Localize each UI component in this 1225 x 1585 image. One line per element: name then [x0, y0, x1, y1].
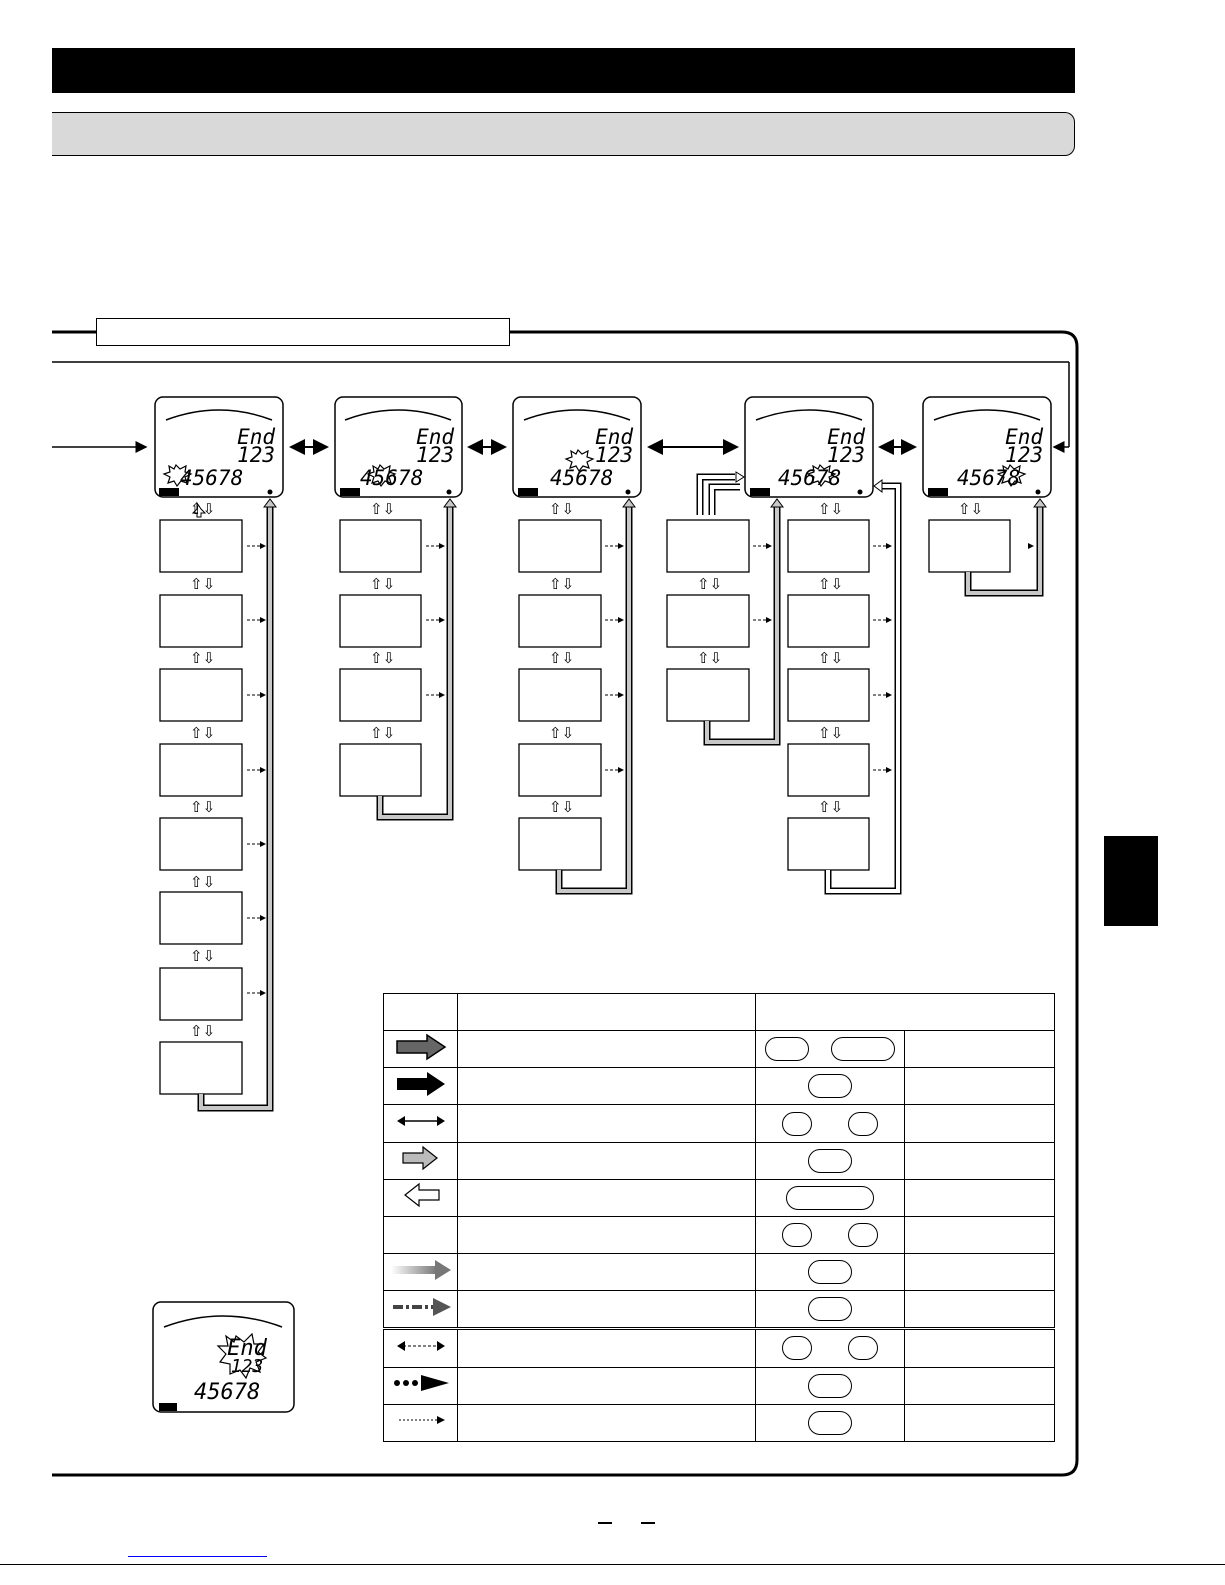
legend-keys	[756, 1031, 905, 1068]
lcd-3-text	[573, 425, 633, 467]
page-number-dash-left	[598, 1522, 612, 1524]
white-block-arrow-left-icon	[384, 1179, 458, 1216]
legend-row	[384, 1068, 1055, 1105]
lcd-line-45678: 45678	[194, 1380, 261, 1405]
panel-label-box	[96, 318, 510, 346]
legend-row	[384, 1254, 1055, 1291]
legend-desc	[458, 1404, 756, 1441]
lcd-1-text	[215, 425, 275, 467]
up-down-icon: ⇧⇩	[549, 725, 575, 742]
legend-header-row	[384, 994, 1055, 1031]
up-down-icon: ⇧⇩	[958, 501, 984, 518]
legend-desc	[458, 1291, 756, 1329]
legend-note	[905, 1031, 1055, 1068]
lcd-line-123: 123	[595, 443, 633, 467]
up-down-icon: ⇧⇩	[549, 650, 575, 667]
lcd-line-123: 123	[230, 1356, 264, 1377]
lcd-line-45678: 45678	[360, 466, 424, 490]
legend-header-cell	[756, 994, 1055, 1031]
lcd-6-text	[222, 1336, 272, 1377]
legend-desc	[458, 1142, 756, 1179]
menu-column-4a	[667, 520, 749, 721]
legend-keys	[756, 1329, 905, 1367]
up-down-icon: ⇧⇩	[818, 725, 844, 742]
lcd-5-text	[983, 425, 1043, 467]
legend-note	[905, 1404, 1055, 1441]
legend-row	[384, 1216, 1055, 1253]
up-down-icon: ⇧⇩	[190, 799, 216, 816]
lcd-line-45678: 45678	[957, 466, 1021, 490]
legend-desc	[458, 1105, 756, 1142]
legend-symbol-empty	[384, 1216, 458, 1253]
up-down-icon: ⇧⇩	[818, 650, 844, 667]
legend-note	[905, 1068, 1055, 1105]
lcd-line-45678: 45678	[550, 466, 614, 490]
up-down-icon: ⇧⇩	[697, 576, 723, 593]
lcd-line-123: 123	[237, 443, 275, 467]
menu-column-5	[929, 520, 1010, 572]
up-down-icon: ⇧⇩	[190, 725, 216, 742]
legend-row	[384, 1142, 1055, 1179]
legend-note	[905, 1367, 1055, 1404]
legend-desc	[458, 1329, 756, 1367]
dark-gray-block-arrow-icon	[384, 1031, 458, 1068]
up-down-icon: ⇧⇩	[370, 725, 396, 742]
legend-row	[384, 1179, 1055, 1216]
legend-desc	[458, 1031, 756, 1068]
double-headed-arrow-icon	[384, 1105, 458, 1142]
legend-row	[384, 1404, 1055, 1441]
footer-link[interactable]	[128, 1556, 267, 1557]
legend-note	[905, 1142, 1055, 1179]
legend-desc	[458, 1254, 756, 1291]
legend-keys	[756, 1254, 905, 1291]
legend-row	[384, 1367, 1055, 1404]
lcd-line-end: End	[237, 425, 275, 449]
legend-header-cell	[384, 994, 458, 1031]
up-down-icon: ⇧⇩	[190, 576, 216, 593]
lcd-line-end: End	[416, 425, 454, 449]
legend-header-cell	[458, 994, 756, 1031]
legend-row	[384, 1329, 1055, 1367]
legend-note	[905, 1179, 1055, 1216]
legend-row	[384, 1291, 1055, 1329]
lcd-line-45678: 45678	[180, 466, 244, 490]
legend-keys	[756, 1179, 905, 1216]
menu-column-2	[340, 520, 421, 796]
bottom-rule	[0, 1564, 1225, 1565]
legend-keys	[756, 1105, 905, 1142]
lcd-line-123: 123	[1005, 443, 1043, 467]
dashed-double-arrow-icon	[384, 1329, 458, 1367]
up-down-icon: ⇧⇩	[549, 799, 575, 816]
legend-keys	[756, 1142, 905, 1179]
menu-column-3	[519, 520, 601, 870]
legend-desc	[458, 1216, 756, 1253]
lcd-line-123: 123	[416, 443, 454, 467]
up-down-icon: ⇧⇩	[549, 576, 575, 593]
legend-note	[905, 1254, 1055, 1291]
up-down-arrow-pairs	[193, 503, 205, 517]
light-gray-block-arrow-icon	[384, 1142, 458, 1179]
black-block-arrow-icon	[384, 1068, 458, 1105]
thin-dashed-arrow-icon	[384, 1404, 458, 1441]
lcd-line-end: End	[1005, 425, 1043, 449]
gradient-arrow-icon	[384, 1254, 458, 1291]
legend-keys	[756, 1367, 905, 1404]
legend-note	[905, 1291, 1055, 1329]
lcd-line-45678: 45678	[778, 466, 842, 490]
up-down-icon: ⇧⇩	[370, 501, 396, 518]
up-down-icon: ⇧⇩	[190, 948, 216, 965]
lcd-2-text	[394, 425, 454, 467]
up-down-icon: ⇧⇩	[818, 576, 844, 593]
up-down-icon: ⇧⇩	[549, 501, 575, 518]
legend-note	[905, 1105, 1055, 1142]
up-down-icon: ⇧⇩	[370, 576, 396, 593]
legend-table	[383, 993, 1055, 1442]
legend-keys	[756, 1216, 905, 1253]
lcd-line-end: End	[227, 1336, 267, 1361]
up-down-icon: ⇧⇩	[190, 1023, 216, 1040]
legend-row	[384, 1105, 1055, 1142]
up-down-icon: ⇧⇩	[190, 501, 216, 518]
dash-dot-arrow-icon	[384, 1291, 458, 1329]
legend-row	[384, 1031, 1055, 1068]
dotted-bold-arrow-icon	[384, 1367, 458, 1404]
legend-keys	[756, 1404, 905, 1441]
chapter-tab	[1104, 836, 1158, 926]
up-down-icon: ⇧⇩	[370, 650, 396, 667]
legend-keys	[756, 1068, 905, 1105]
page-number-dash-right	[641, 1522, 655, 1524]
legend-desc	[458, 1367, 756, 1404]
legend-desc	[458, 1068, 756, 1105]
lcd-line-123: 123	[827, 443, 865, 467]
lcd-line-end: End	[595, 425, 633, 449]
up-down-icon: ⇧⇩	[697, 650, 723, 667]
up-down-icon: ⇧⇩	[818, 501, 844, 518]
lcd-line-end: End	[827, 425, 865, 449]
legend-keys	[756, 1291, 905, 1329]
up-down-icon: ⇧⇩	[190, 874, 216, 891]
up-down-icon: ⇧⇩	[190, 650, 216, 667]
lcd-4-text	[805, 425, 865, 467]
legend-note	[905, 1216, 1055, 1253]
legend-note	[905, 1329, 1055, 1367]
menu-column-1	[160, 520, 242, 1094]
menu-column-4b	[788, 520, 869, 870]
up-down-icon: ⇧⇩	[818, 799, 844, 816]
legend-desc	[458, 1179, 756, 1216]
